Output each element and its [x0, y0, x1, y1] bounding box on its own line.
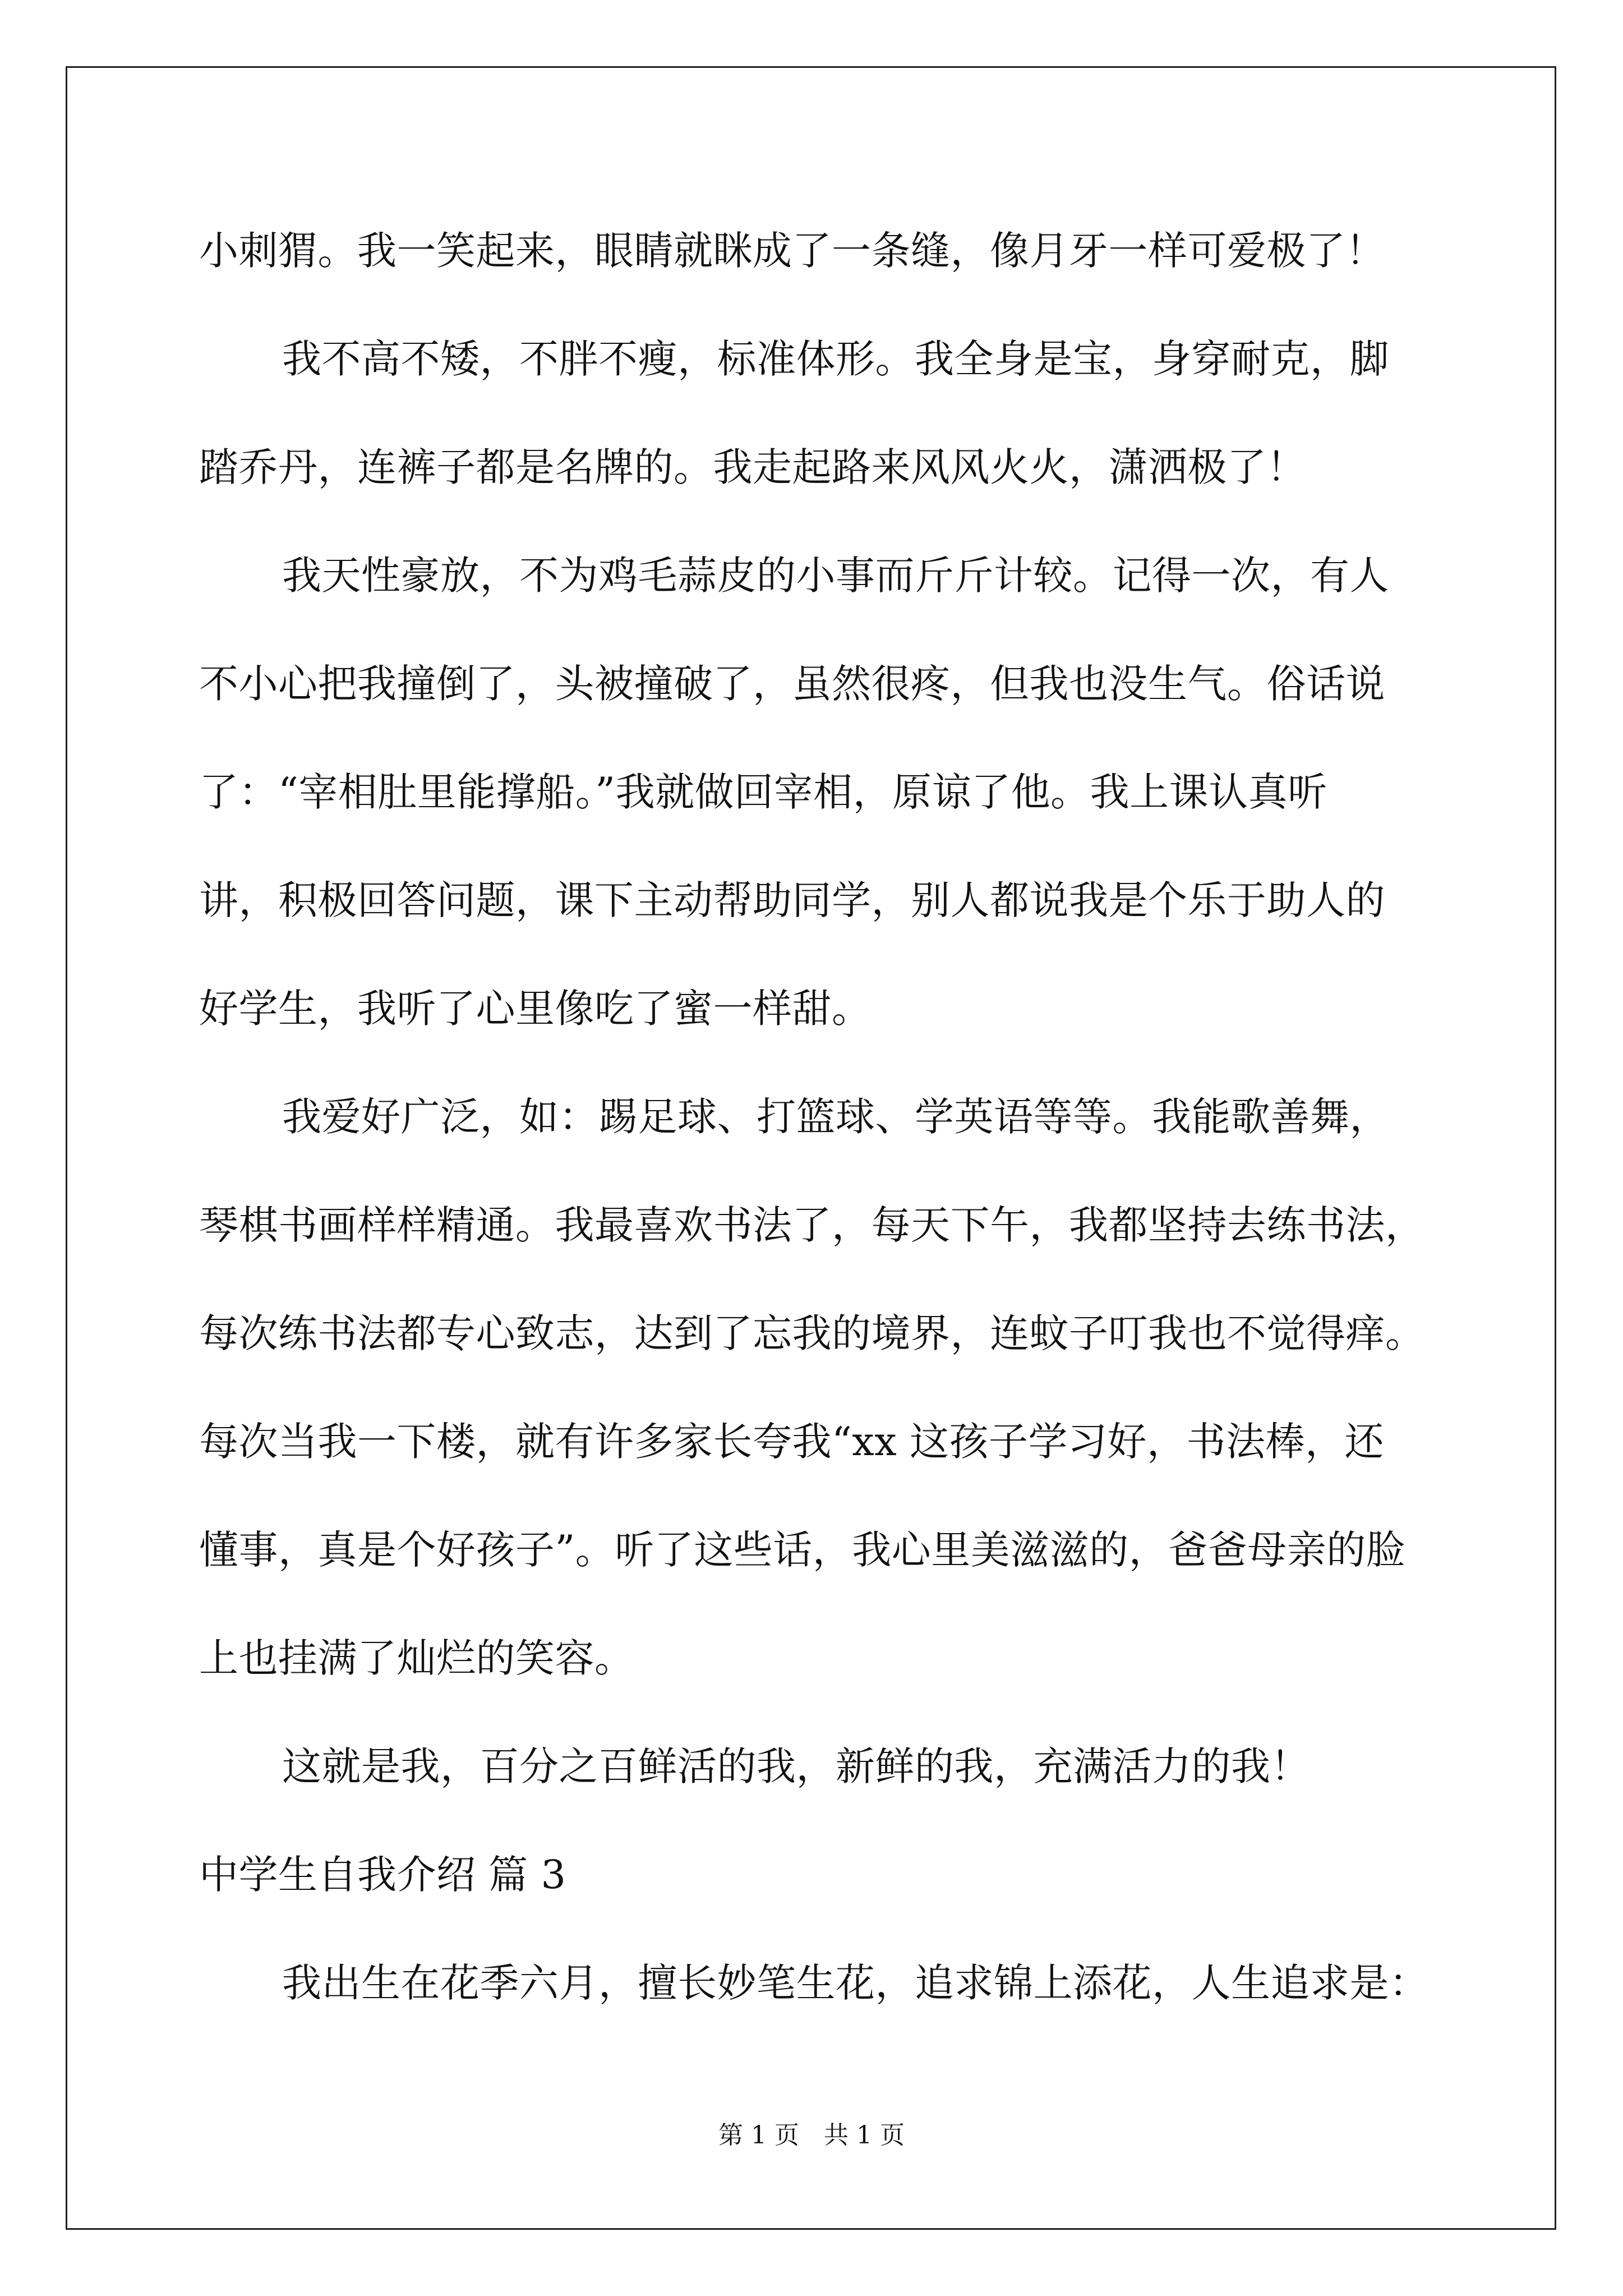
- text-line: 好学生，我听了心里像吃了蜜一样甜。: [199, 986, 872, 1032]
- text-line: 懂事，真是个好孩子”。听了这些话，我心里美滋滋的，爸爸母亲的脸: [199, 1527, 1406, 1573]
- paragraph-start-line: 这就是我，百分之百鲜活的我，新鲜的我，充满活力的我！: [282, 1743, 1310, 1789]
- page-number-footer: 第 1 页 共 1 页: [718, 2121, 905, 2150]
- text-line: 不小心把我撞倒了，头被撞破了，虽然很疼，但我也没生气。俗话说: [199, 661, 1385, 707]
- text-line: 上也挂满了灿烂的笑容。: [199, 1635, 634, 1681]
- section-heading: 中学生自我介绍 篇 3: [199, 1852, 566, 1898]
- text-line: 琴棋书画样样精通。我最喜欢书法了，每天下午，我都坚持去练书法，: [199, 1202, 1425, 1248]
- paragraph-start-line: 我天性豪放，不为鸡毛蒜皮的小事而斤斤计较。记得一次，有人: [282, 553, 1389, 599]
- text-line: 每次当我一下楼，就有许多家长夸我“xx 这孩子学习好，书法棒，还: [199, 1419, 1384, 1465]
- paragraph-start-line: 我出生在花季六月，擅长妙笔生花，追求锦上添花，人生追求是：: [282, 1960, 1429, 2006]
- text-line: 踏乔丹，连裤子都是名牌的。我走起路来风风火火，潇洒极了！: [199, 444, 1306, 490]
- paragraph-start-line: 我爱好广泛，如：踢足球、打篮球、学英语等等。我能歌善舞，: [282, 1094, 1389, 1140]
- text-line: 每次练书法都专心致志，达到了忘我的境界，连蚊子叮我也不觉得痒。: [199, 1310, 1425, 1356]
- paragraph-start-line: 我不高不矮，不胖不瘦，标准体形。我全身是宝，身穿耐克，脚: [282, 336, 1389, 382]
- text-line: 了：“宰相肚里能撑船。”我就做回宰相，原谅了他。我上课认真听: [199, 769, 1327, 815]
- text-line: 小刺猬。我一笑起来，眼睛就眯成了一条缝，像月牙一样可爱极了！: [199, 228, 1385, 274]
- document-body: [199, 220, 1461, 2060]
- text-line: 讲，积极回答问题，课下主动帮助同学，别人都说我是个乐于助人的: [199, 877, 1385, 923]
